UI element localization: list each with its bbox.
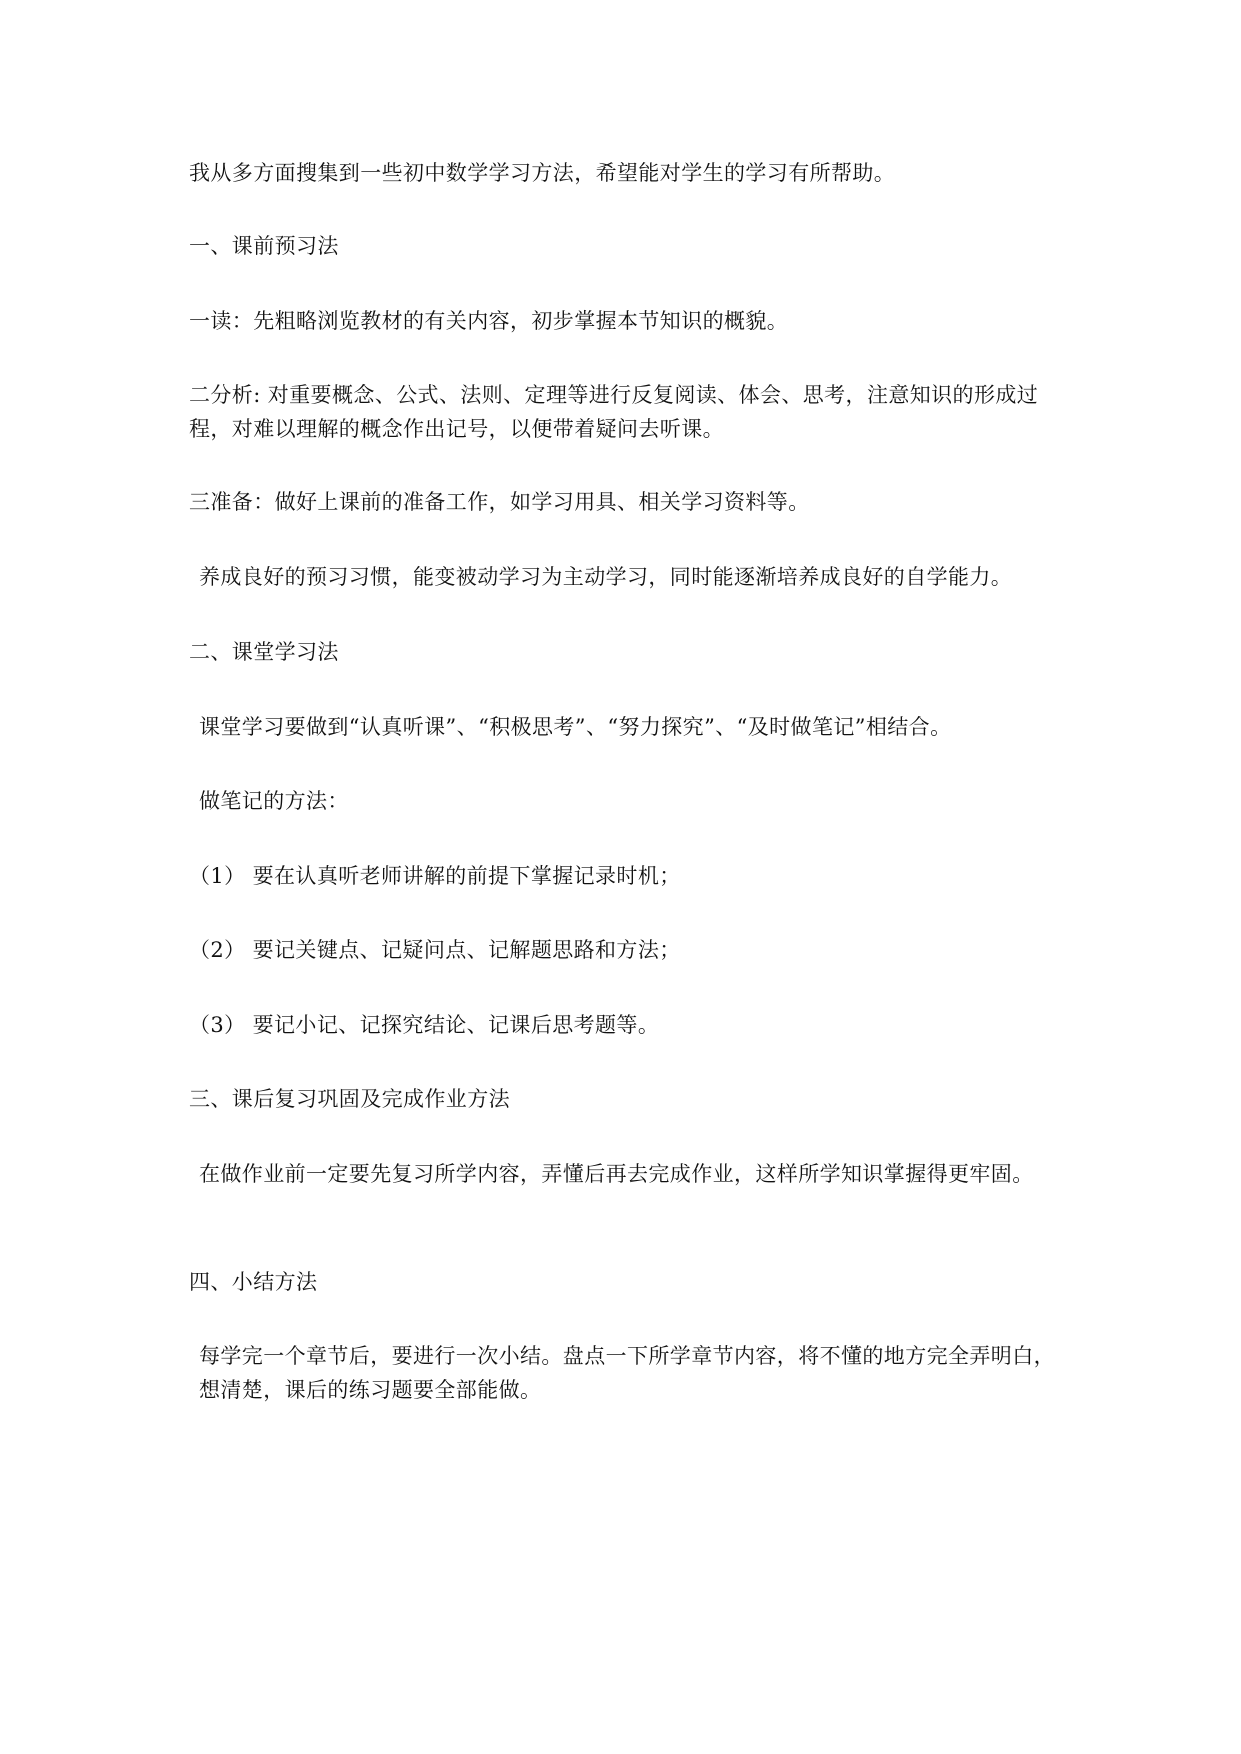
preview-habit-paragraph: 养成良好的预习习惯，能变被动学习为主动学习，同时能逐渐培养成良好的自学能力。 <box>199 565 1013 589</box>
notes-item-2: （2） 要记关键点、记疑问点、记解题思路和方法； <box>189 938 681 962</box>
classroom-combine-paragraph: 课堂学习要做到“认真听课”、“积极思考”、“努力探究”、“及时做笔记”相结合。 <box>199 715 952 739</box>
preview-analyze-paragraph: 二分析: 对重要概念、公式、法则、定理等进行反复阅读、体会、思考，注意知识的形成过程，对难以理解的概念作出记号，以便带着疑问去听课。 <box>189 383 1039 441</box>
section-heading-review: 三、课后复习巩固及完成作业方法 <box>189 1087 510 1111</box>
intro-paragraph: 我从多方面搜集到一些初中数学学习方法，希望能对学生的学习有所帮助。 <box>189 161 896 185</box>
preview-prepare-paragraph: 三准备：做好上课前的准备工作，如学习用具、相关学习资料等。 <box>189 490 810 514</box>
notes-item-1: （1） 要在认真听老师讲解的前提下掌握记录时机； <box>189 864 681 888</box>
section-heading-preview: 一、课前预习法 <box>189 234 339 258</box>
review-paragraph: 在做作业前一定要先复习所学内容，弄懂后再去完成作业，这样所学知识掌握得更牢固。 <box>199 1162 1034 1186</box>
preview-read-paragraph: 一读：先粗略浏览教材的有关内容，初步掌握本节知识的概貌。 <box>189 309 789 333</box>
section-heading-summary: 四、小结方法 <box>189 1270 318 1294</box>
notes-method-title: 做笔记的方法： <box>199 789 349 813</box>
notes-item-3: （3） 要记小记、记探究结论、记课后思考题等。 <box>189 1013 660 1037</box>
section-heading-classroom: 二、课堂学习法 <box>189 640 339 664</box>
summary-paragraph: 每学完一个章节后，要进行一次小结。盘点一下所学章节内容，将不懂的地方完全弄明白，想清楚，课后的练习题要全部能做。 <box>199 1344 1055 1402</box>
